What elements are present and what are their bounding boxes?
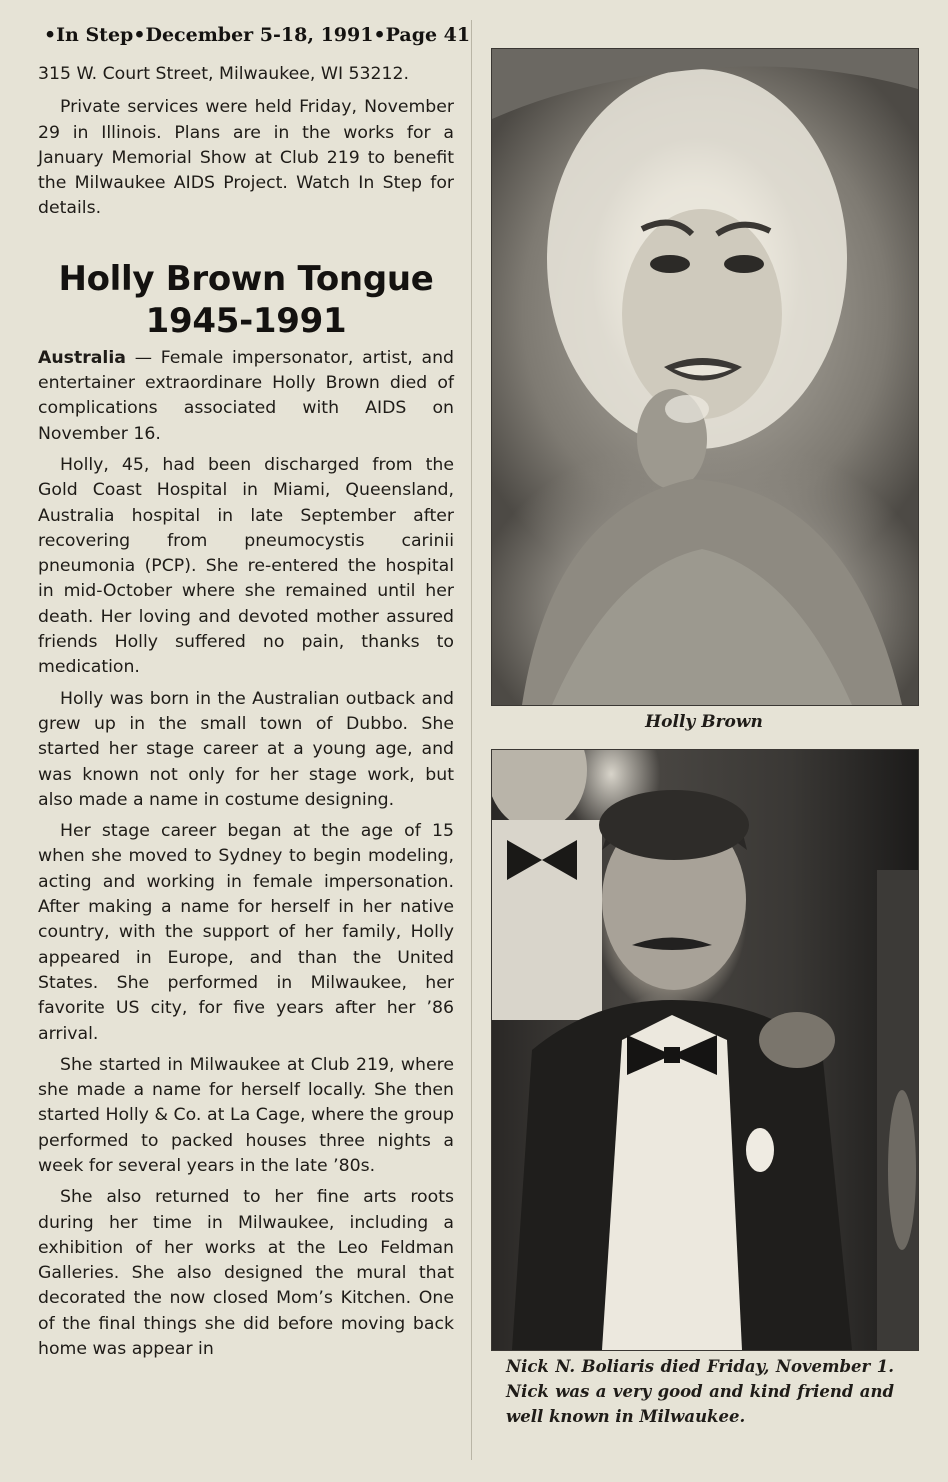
lead-text: — Female impersonator, artist, and entertainer extraordinare Holly Brown died of complications associated with AIDS on November 16. [38, 347, 454, 444]
body-paragraph: Holly, 45, had been discharged from the Gold Coast Hospital in Miami, Queensland, Australia hospital in late September after recovering from pneumocystis carinii pneumonia (PCP). She re-entered the hospital in mid-October where she remained until her death. Her loving and devoted mother assured friends Holly suffered no pain, thanks to medication. [38, 454, 454, 678]
lead-paragraph [38, 346, 454, 447]
nick-portrait-shapes [492, 750, 918, 1350]
headline-name: Holly Brown Tongue [58, 258, 434, 299]
dateline: Australia [38, 347, 126, 368]
holly-photo-caption: Holly Brown [645, 712, 763, 732]
nick-boliaris-photo [491, 749, 919, 1351]
obituary-headline [38, 258, 454, 342]
address-line: 315 W. Court Street, Milwaukee, WI 53212. [38, 64, 410, 84]
holly-brown-photo [491, 48, 919, 706]
body-paragraph: She also returned to her fine arts roots during her time in Milwaukee, including a exhibition of her works at the Leo Feldman Galleries. She also designed the mural that decorated the now closed Mom’s Kitchen. One of the final things she did before moving back home was appear in [38, 1187, 454, 1360]
body-paragraph: Holly was born in the Australian outback and grew up in the small town of Dubbo. She started her stage career at a young age, and was known not only for her stage work, but also made a name in costume designing. [38, 688, 454, 810]
page-header: •In Step•December 5-18, 1991•Page 41 [44, 24, 471, 46]
body-paragraph: Her stage career began at the age of 15 when she moved to Sydney to begin modeling, acting and working in female impersonation. After making a name for herself in her native country, with the support of her family, Holly appeared in Europe, and than the United States. She performed in Milwaukee, her favorite US city, for five years after her ’86 arrival. [38, 821, 454, 1044]
column-divider [471, 20, 472, 1460]
holly-portrait-shapes [492, 49, 918, 705]
headline-years: 1945-1991 [145, 300, 347, 341]
article-column [38, 62, 454, 1368]
body-paragraph: She started in Milwaukee at Club 219, where she made a name for herself locally. She then started Holly & Co. at La Cage, where the group performed to packed houses three nights a week for several years in the late ’80s. [38, 1054, 454, 1176]
nick-photo-caption: Nick N. Boliaris died Friday, November 1. Nick was a very good and kind friend and well known in Milwaukee. [506, 1357, 894, 1426]
services-paragraph: Private services were held Friday, November 29 in Illinois. Plans are in the works for a January Memorial Show at Club 219 to benefit the Milwaukee AIDS Project. Watch In Step for details. [38, 97, 454, 219]
